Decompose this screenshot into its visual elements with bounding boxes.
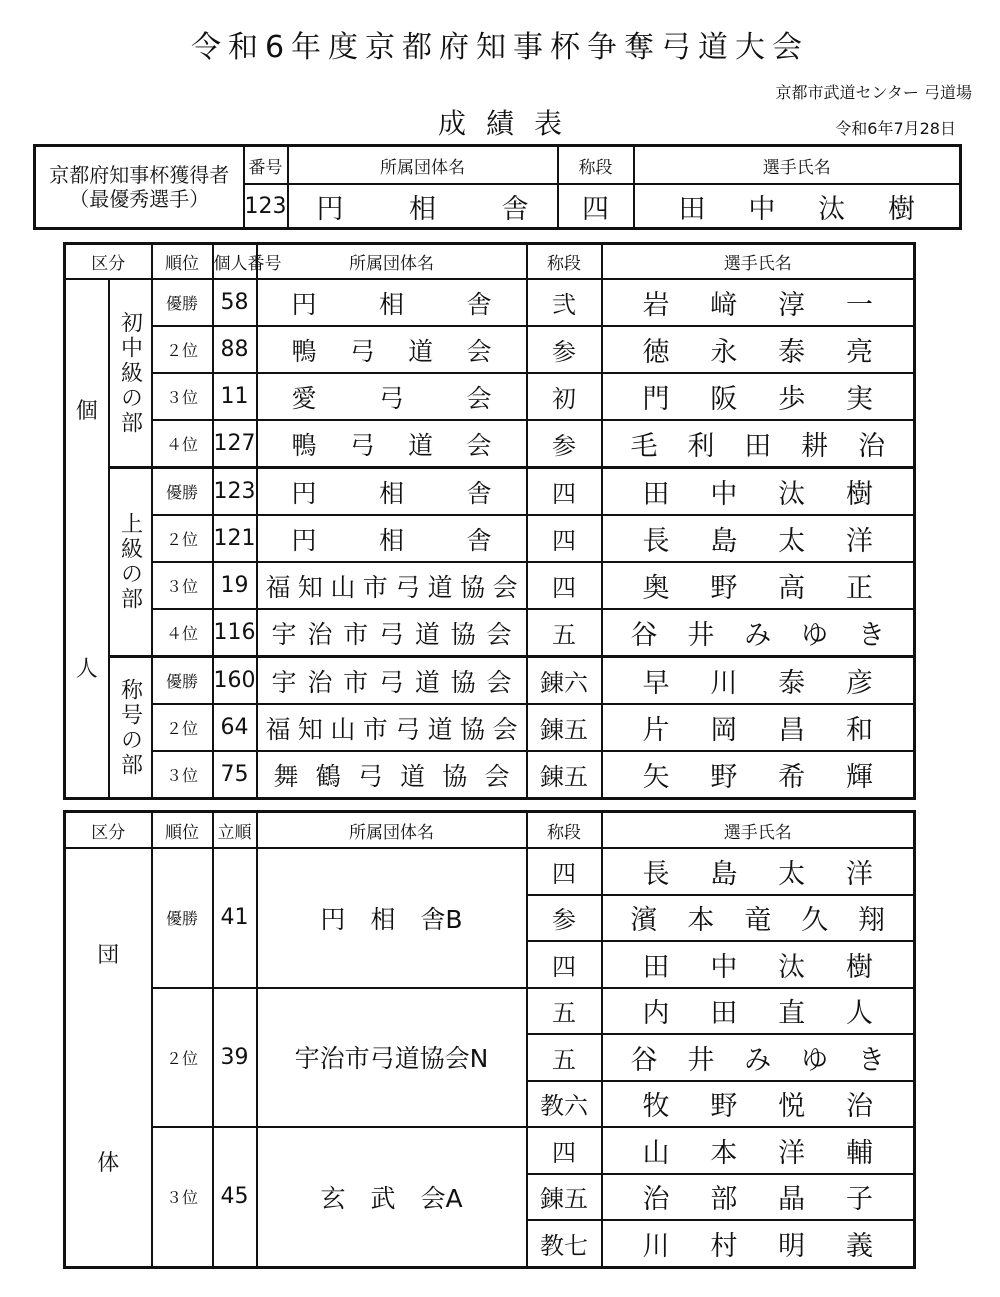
number-cell: 58 <box>213 279 257 326</box>
table-row <box>65 468 915 516</box>
name-cell-char: 歩 <box>778 384 806 415</box>
name-cell-char: 高 <box>778 573 806 604</box>
award-table <box>33 144 962 230</box>
org-cell-char: 道 <box>408 430 434 460</box>
name-cell-char: 谷 <box>630 1044 658 1076</box>
team-org-cell: 宇治市弓道協会N <box>257 988 527 1128</box>
division-label-text: 上級の部 <box>117 512 143 612</box>
rank-cell: ４位 <box>152 609 213 657</box>
name-cell-char: 子 <box>845 1184 873 1216</box>
org-cell <box>257 657 527 705</box>
division-label-text: 初中級の部 <box>117 310 143 436</box>
name-cell-char: 一 <box>845 290 873 321</box>
number-cell: 64 <box>213 704 257 751</box>
name-cell-char: 長 <box>642 858 670 890</box>
org-cell-char: 弓 <box>378 383 404 413</box>
org-cell <box>257 373 527 420</box>
name-cell-char: 田 <box>642 951 670 983</box>
team-org-cell: 玄 武 会A <box>257 1127 527 1267</box>
division-label <box>109 657 152 799</box>
name-cell-char: 川 <box>642 1230 670 1262</box>
number-cell: 116 <box>213 609 257 657</box>
ind-header-number: 個人番号 <box>213 244 257 280</box>
team-order-cell: 45 <box>213 1127 257 1267</box>
name-cell-char: 明 <box>778 1230 806 1262</box>
name-cell <box>602 420 915 468</box>
dan-cell: 教七 <box>527 1220 602 1267</box>
table-row <box>65 279 915 326</box>
dan-cell: 錬五 <box>527 704 602 751</box>
dan-cell: 錬五 <box>527 1174 602 1221</box>
name-cell-char: 山 <box>642 1137 670 1169</box>
name-cell-char: 久 <box>801 905 829 937</box>
name-cell-char: 晶 <box>778 1184 806 1216</box>
name-cell <box>602 562 915 609</box>
name-cell <box>602 1220 915 1267</box>
name-cell-char: 島 <box>710 858 738 890</box>
org-cell-char: 治 <box>307 667 333 697</box>
dan-cell: 錬五 <box>527 751 602 799</box>
ind-header-dan: 称段 <box>527 244 602 280</box>
org-cell-char: 弓 <box>378 619 404 649</box>
org-cell-char: 舎 <box>466 289 492 319</box>
name-cell <box>602 657 915 705</box>
org-cell-char: 協 <box>460 714 486 744</box>
name-cell-char: 矢 <box>642 762 670 793</box>
award-name-char: 樹 <box>887 193 915 225</box>
rank-cell: 優勝 <box>152 657 213 705</box>
table-row <box>65 704 915 751</box>
org-cell-char: 会 <box>484 761 510 791</box>
dan-cell: 初 <box>527 373 602 420</box>
org-cell <box>257 562 527 609</box>
name-cell-char: 本 <box>687 905 715 937</box>
name-cell <box>602 279 915 326</box>
name-cell-char: 泰 <box>778 337 806 368</box>
name-cell-char: 昌 <box>778 715 806 746</box>
award-name-char: 中 <box>748 193 776 225</box>
org-cell-char: 円 <box>291 525 317 555</box>
name-cell-char: 人 <box>845 998 873 1030</box>
dan-cell: 四 <box>527 848 602 895</box>
name-cell-char: 治 <box>642 1184 670 1216</box>
name-cell-char: 洋 <box>845 858 873 890</box>
org-cell-char: 協 <box>460 572 486 602</box>
name-cell-char: 翔 <box>858 905 885 937</box>
rank-cell: ３位 <box>152 562 213 609</box>
rank-cell: ２位 <box>152 326 213 373</box>
org-cell-char: 道 <box>414 619 440 649</box>
award-number: 123 <box>244 184 288 229</box>
number-cell: 160 <box>213 657 257 705</box>
org-cell-char: 弓 <box>395 714 421 744</box>
ind-header-rank: 順位 <box>152 244 213 280</box>
category-cell <box>65 279 109 799</box>
org-cell-char: 山 <box>330 572 356 602</box>
category-char: 個 <box>75 398 98 424</box>
name-cell-char: 本 <box>710 1137 738 1169</box>
name-cell-char: 谷 <box>630 620 658 651</box>
name-cell <box>602 1127 915 1174</box>
org-cell-char: 相 <box>378 289 404 319</box>
rank-cell: ２位 <box>152 704 213 751</box>
dan-cell: 四 <box>527 1127 602 1174</box>
name-cell <box>602 515 915 562</box>
name-cell-char: ゆ <box>801 620 829 651</box>
ind-header-name: 選手氏名 <box>602 244 915 280</box>
division-label <box>109 279 152 468</box>
name-cell-char: 川 <box>710 668 738 699</box>
org-cell-char: 鴨 <box>291 430 317 460</box>
org-cell-char: 道 <box>414 667 440 697</box>
org-cell <box>257 751 527 799</box>
award-org <box>288 184 558 229</box>
name-cell <box>602 1034 915 1081</box>
name-cell-char: 門 <box>642 384 670 415</box>
name-cell-char: み <box>744 1044 772 1076</box>
team-category-cell <box>65 848 152 1267</box>
name-cell-char: 和 <box>845 715 873 746</box>
rank-cell: ２位 <box>152 515 213 562</box>
name-cell-char: 奥 <box>642 573 670 604</box>
org-cell-char: 円 <box>291 289 317 319</box>
name-cell-char: 汰 <box>778 951 806 983</box>
name-cell <box>602 941 915 988</box>
division-label-text: 称号の部 <box>117 677 143 778</box>
name-cell-char: 泰 <box>778 668 806 699</box>
name-cell-char: 濱 <box>630 905 658 937</box>
table-row <box>65 609 915 657</box>
individual-results-table <box>63 242 916 800</box>
dan-cell: 弐 <box>527 279 602 326</box>
name-cell-char: 中 <box>710 951 738 983</box>
name-cell-char: 野 <box>710 1091 738 1123</box>
dan-cell: 五 <box>527 1034 602 1081</box>
team-rank-cell: ３位 <box>152 1127 213 1267</box>
name-cell <box>602 326 915 373</box>
award-label <box>35 146 244 229</box>
number-cell: 123 <box>213 468 257 516</box>
dan-cell: 五 <box>527 609 602 657</box>
org-cell-char: 市 <box>343 619 369 649</box>
award-name-char: 汰 <box>818 193 846 225</box>
award-name <box>634 184 961 229</box>
team-rank-cell: ２位 <box>152 988 213 1128</box>
name-cell-char: 田 <box>744 431 772 462</box>
name-cell-char: 耕 <box>801 431 829 462</box>
name-cell-char: 井 <box>687 620 715 651</box>
team-header-order: 立順 <box>213 812 257 849</box>
table-row <box>65 326 915 373</box>
org-cell-char: 円 <box>291 478 317 508</box>
dan-cell: 参 <box>527 895 602 942</box>
name-cell <box>602 751 915 799</box>
org-cell-char: 知 <box>297 572 323 602</box>
team-results-table <box>63 810 916 1269</box>
award-header-rank: 称段 <box>558 146 634 185</box>
name-cell-char: 洋 <box>845 526 873 557</box>
name-cell-char: 樹 <box>845 951 873 983</box>
name-cell-char: 亮 <box>845 337 873 368</box>
table-row <box>65 751 915 799</box>
name-cell-char: き <box>858 620 885 651</box>
team-order-cell: 41 <box>213 848 257 988</box>
name-cell <box>602 1081 915 1128</box>
org-cell-char: 道 <box>427 572 453 602</box>
org-cell-char: 鶴 <box>315 761 341 791</box>
org-cell-char: 福 <box>265 572 291 602</box>
org-cell-char: 舞 <box>273 761 299 791</box>
name-cell-char: み <box>744 620 772 651</box>
org-cell-char: 会 <box>486 667 512 697</box>
dan-cell: 五 <box>527 988 602 1035</box>
org-cell-char: 舎 <box>466 525 492 555</box>
team-org-cell: 円 相 舎B <box>257 848 527 988</box>
page-title: 令和6年度京都府知事杯争奪弓道大会 <box>190 30 810 65</box>
name-cell-char: 輝 <box>845 762 873 793</box>
table-row <box>65 848 915 895</box>
name-cell-char: 阪 <box>710 384 738 415</box>
award-header-number: 番号 <box>244 146 288 185</box>
name-cell-char: 悦 <box>778 1091 806 1123</box>
number-cell: 127 <box>213 420 257 468</box>
award-header-name: 選手氏名 <box>634 146 961 185</box>
org-cell <box>257 468 527 516</box>
name-cell-char: 島 <box>710 526 738 557</box>
org-cell-char: 市 <box>343 667 369 697</box>
org-cell-char: 会 <box>466 430 492 460</box>
table-row <box>65 988 915 1035</box>
org-cell-char: 会 <box>492 572 518 602</box>
table-row <box>65 657 915 705</box>
venue-label: 京都市武道センター 弓道場 <box>775 83 972 102</box>
org-cell-char: 弓 <box>395 572 421 602</box>
name-cell <box>602 609 915 657</box>
name-cell <box>602 988 915 1035</box>
org-cell-char: 会 <box>486 619 512 649</box>
dan-cell: 参 <box>527 326 602 373</box>
name-cell-char: 村 <box>710 1230 738 1262</box>
name-cell-char: 希 <box>778 762 806 793</box>
name-cell-char: 井 <box>687 1044 715 1076</box>
ind-header-kubun: 区分 <box>65 244 152 280</box>
org-cell-char: 愛 <box>291 383 317 413</box>
table-row <box>65 515 915 562</box>
name-cell-char: 樹 <box>845 479 873 510</box>
division-label <box>109 468 152 657</box>
org-cell-char: 宇 <box>271 619 297 649</box>
team-category-char: 団 <box>97 942 120 968</box>
name-cell-char: 田 <box>642 479 670 510</box>
name-cell-char: 野 <box>710 573 738 604</box>
dan-cell: 四 <box>527 468 602 516</box>
org-cell-char: 宇 <box>271 667 297 697</box>
name-cell <box>602 704 915 751</box>
team-order-cell: 39 <box>213 988 257 1128</box>
dan-cell: 教六 <box>527 1081 602 1128</box>
team-header-name: 選手氏名 <box>602 812 915 849</box>
award-name-char: 田 <box>678 193 706 225</box>
name-cell-char: 汰 <box>778 479 806 510</box>
org-cell-char: 道 <box>408 336 434 366</box>
date-label: 令和6年7月28日 <box>835 119 956 138</box>
name-cell-char: 岩 <box>642 290 670 321</box>
name-cell <box>602 373 915 420</box>
name-cell-char: 田 <box>710 998 738 1030</box>
name-cell-char: 片 <box>642 715 670 746</box>
org-cell <box>257 279 527 326</box>
name-cell-char: 牧 <box>642 1091 670 1123</box>
name-cell-char: 野 <box>710 762 738 793</box>
org-cell-char: 福 <box>265 714 291 744</box>
name-cell-char: 直 <box>778 998 806 1030</box>
table-row <box>65 562 915 609</box>
name-cell-char: 長 <box>642 526 670 557</box>
org-cell-char: 会 <box>466 336 492 366</box>
org-cell-char: 舎 <box>466 478 492 508</box>
org-cell-char: 弓 <box>357 761 383 791</box>
name-cell-char: ゆ <box>801 1044 829 1076</box>
org-cell-char: 道 <box>427 714 453 744</box>
team-header-kubun: 区分 <box>65 812 152 849</box>
name-cell-char: 治 <box>858 431 885 462</box>
name-cell-char: 彦 <box>845 668 873 699</box>
name-cell-char: 太 <box>778 526 806 557</box>
name-cell-char: 洋 <box>778 1137 806 1169</box>
org-cell-char: 道 <box>400 761 426 791</box>
org-cell-char: 市 <box>362 572 388 602</box>
name-cell-char: 実 <box>845 384 873 415</box>
org-cell-char: 会 <box>466 383 492 413</box>
name-cell-char: 竜 <box>744 905 772 937</box>
org-cell-char: 相 <box>378 525 404 555</box>
org-cell-char: 市 <box>362 714 388 744</box>
org-cell-char: 弓 <box>349 430 375 460</box>
team-header-org: 所属団体名 <box>257 812 527 849</box>
name-cell-char: 早 <box>642 668 670 699</box>
org-cell-char: 協 <box>442 761 468 791</box>
name-cell <box>602 468 915 516</box>
number-cell: 75 <box>213 751 257 799</box>
award-rank: 四 <box>558 184 634 229</box>
name-cell-char: 毛 <box>630 431 658 462</box>
rank-cell: 優勝 <box>152 279 213 326</box>
number-cell: 88 <box>213 326 257 373</box>
award-org-char: 円 <box>316 193 344 225</box>
name-cell-char: 淳 <box>778 290 806 321</box>
number-cell: 11 <box>213 373 257 420</box>
org-cell <box>257 609 527 657</box>
award-label-line1: 京都府知事杯獲得者 <box>49 163 230 187</box>
award-label-line2: （最優秀選手） <box>69 187 210 211</box>
award-org-char: 相 <box>409 193 436 225</box>
name-cell-char: 中 <box>710 479 738 510</box>
category-char: 人 <box>75 657 98 683</box>
name-cell-char: き <box>858 1044 885 1076</box>
dan-cell: 四 <box>527 515 602 562</box>
rank-cell: ４位 <box>152 420 213 468</box>
number-cell: 121 <box>213 515 257 562</box>
dan-cell: 錬六 <box>527 657 602 705</box>
dan-cell: 四 <box>527 562 602 609</box>
table-row <box>65 1127 915 1174</box>
org-cell-char: 相 <box>378 478 404 508</box>
org-cell <box>257 704 527 751</box>
dan-cell: 参 <box>527 420 602 468</box>
name-cell-char: 正 <box>845 573 873 604</box>
org-cell-char: 弓 <box>349 336 375 366</box>
name-cell-char: 治 <box>845 1091 873 1123</box>
org-cell-char: 会 <box>492 714 518 744</box>
name-cell <box>602 895 915 942</box>
org-cell-char: 弓 <box>378 667 404 697</box>
team-header-rank: 順位 <box>152 812 213 849</box>
subtitle: 成績表 <box>437 107 582 140</box>
team-category-char: 体 <box>97 1150 120 1176</box>
name-cell <box>602 1174 915 1221</box>
name-cell-char: 義 <box>845 1230 873 1262</box>
org-cell-char: 協 <box>450 667 476 697</box>
dan-cell: 四 <box>527 941 602 988</box>
org-cell-char: 知 <box>297 714 323 744</box>
award-header-org: 所属団体名 <box>288 146 558 185</box>
name-cell <box>602 848 915 895</box>
team-rank-cell: 優勝 <box>152 848 213 988</box>
name-cell-char: 永 <box>710 337 738 368</box>
org-cell-char: 山 <box>330 714 356 744</box>
table-row <box>65 373 915 420</box>
ind-header-org: 所属団体名 <box>257 244 527 280</box>
org-cell-char: 鴨 <box>291 336 317 366</box>
rank-cell: ３位 <box>152 373 213 420</box>
rank-cell: ３位 <box>152 751 213 799</box>
org-cell <box>257 515 527 562</box>
award-org-char: 舎 <box>501 193 529 225</box>
name-cell-char: 岡 <box>710 715 738 746</box>
name-cell-char: 太 <box>778 858 806 890</box>
name-cell-char: 部 <box>710 1184 738 1216</box>
name-cell-char: 輔 <box>845 1137 873 1169</box>
name-cell-char: 徳 <box>642 337 670 368</box>
rank-cell: 優勝 <box>152 468 213 516</box>
name-cell-char: 利 <box>687 431 715 462</box>
org-cell <box>257 326 527 373</box>
table-row <box>65 420 915 468</box>
number-cell: 19 <box>213 562 257 609</box>
org-cell <box>257 420 527 468</box>
team-header-dan: 称段 <box>527 812 602 849</box>
org-cell-char: 協 <box>450 619 476 649</box>
org-cell-char: 治 <box>307 619 333 649</box>
name-cell-char: 﨑 <box>710 290 738 321</box>
name-cell-char: 内 <box>642 998 670 1030</box>
